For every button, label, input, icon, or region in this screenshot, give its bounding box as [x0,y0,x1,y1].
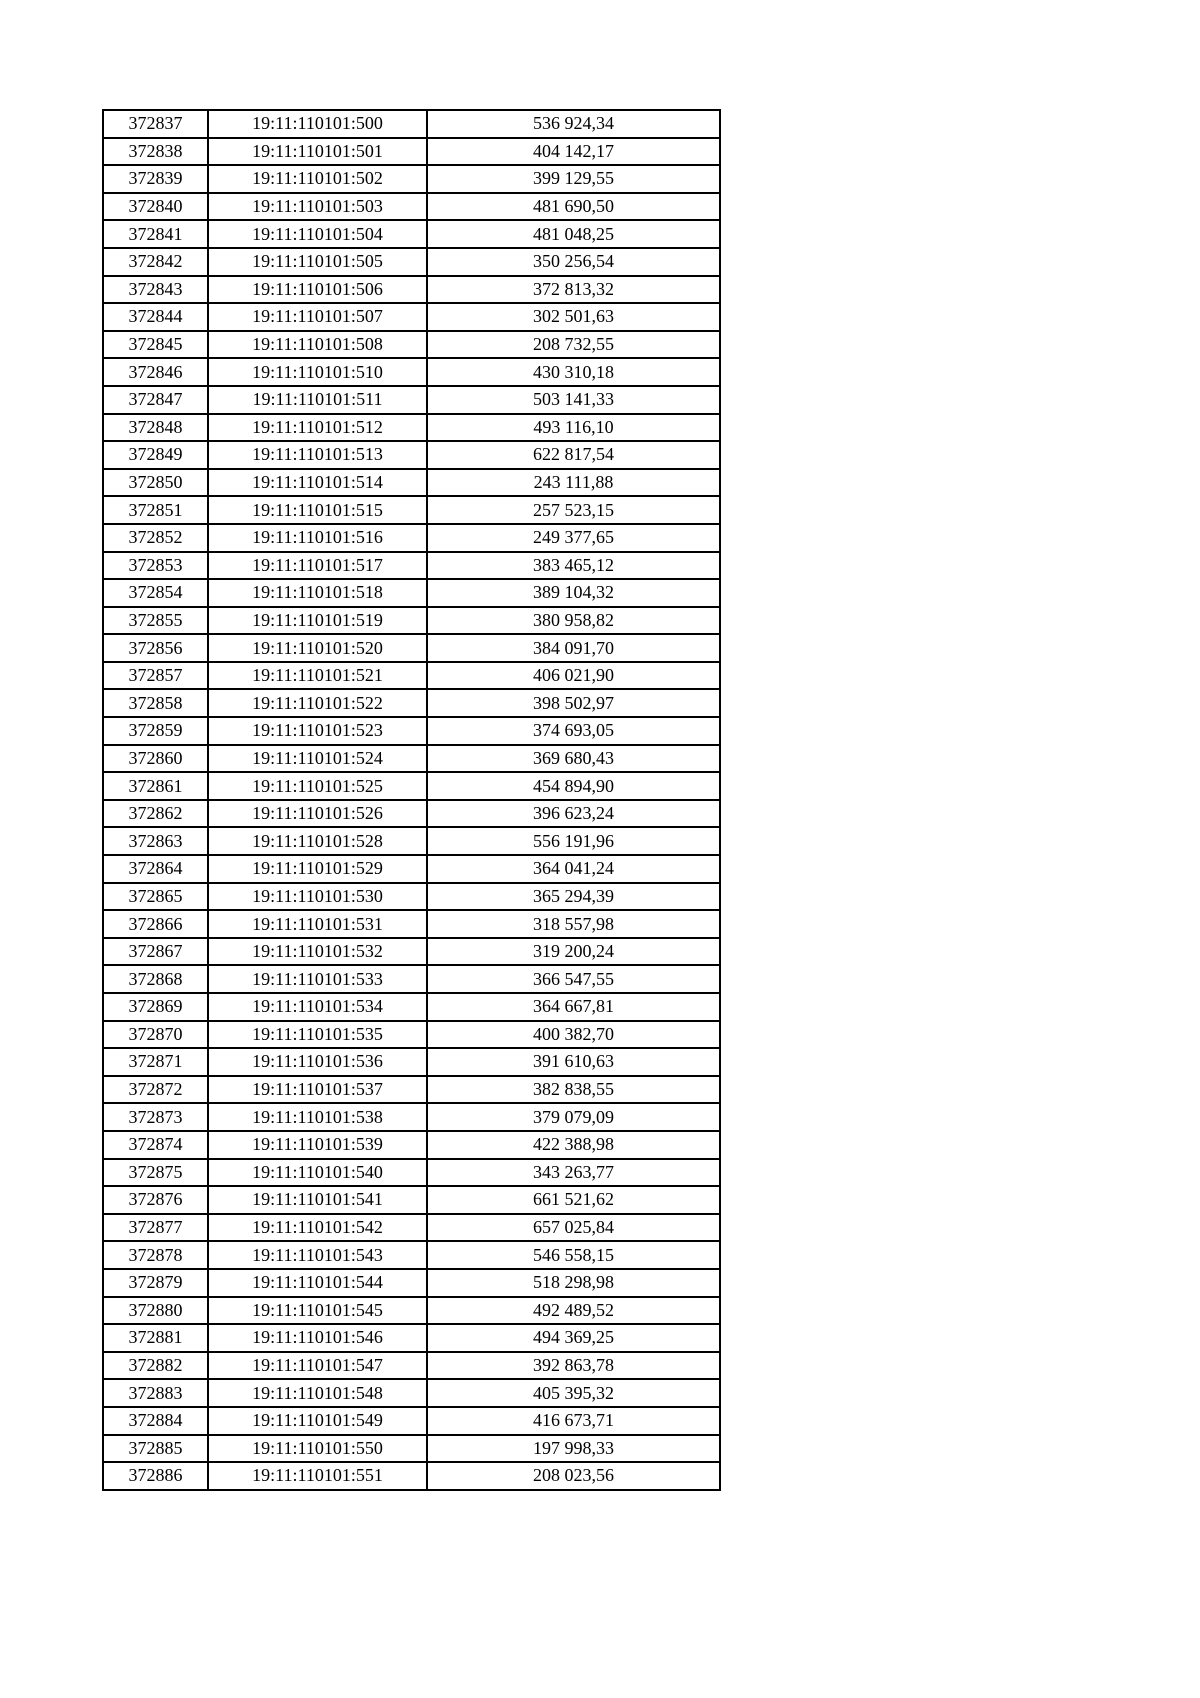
table-row [103,1269,720,1297]
row-number-cell: 372841 [103,220,208,248]
table-row [103,193,720,221]
table-row [103,165,720,193]
table-row [103,689,720,717]
table-row [103,1379,720,1407]
cadastral-number-cell: 19:11:110101:506 [208,276,427,304]
cadastral-number-cell: 19:11:110101:508 [208,331,427,359]
cadastral-number-cell: 19:11:110101:514 [208,469,427,497]
table-row [103,358,720,386]
cadastral-number-cell: 19:11:110101:545 [208,1297,427,1325]
cadastral-number-cell: 19:11:110101:548 [208,1379,427,1407]
value-cell: 318 557,98 [427,910,720,938]
row-number-cell: 372878 [103,1241,208,1269]
table-row [103,910,720,938]
value-cell: 364 041,24 [427,855,720,883]
table-row [103,800,720,828]
cadastral-number-cell: 19:11:110101:541 [208,1186,427,1214]
table-row [103,1076,720,1104]
row-number-cell: 372844 [103,303,208,331]
cadastral-number-cell: 19:11:110101:512 [208,414,427,442]
value-cell: 622 817,54 [427,441,720,469]
cadastral-number-cell: 19:11:110101:551 [208,1462,427,1490]
cadastral-number-cell: 19:11:110101:526 [208,800,427,828]
value-cell: 197 998,33 [427,1435,720,1463]
cadastral-number-cell: 19:11:110101:536 [208,1048,427,1076]
row-number-cell: 372885 [103,1435,208,1463]
row-number-cell: 372886 [103,1462,208,1490]
value-cell: 302 501,63 [427,303,720,331]
cadastral-number-cell: 19:11:110101:533 [208,965,427,993]
table-row [103,993,720,1021]
row-number-cell: 372865 [103,883,208,911]
row-number-cell: 372849 [103,441,208,469]
row-number-cell: 372884 [103,1407,208,1435]
value-cell: 481 690,50 [427,193,720,221]
row-number-cell: 372868 [103,965,208,993]
row-number-cell: 372845 [103,331,208,359]
row-number-cell: 372853 [103,552,208,580]
row-number-cell: 372847 [103,386,208,414]
row-number-cell: 372863 [103,827,208,855]
row-number-cell: 372867 [103,938,208,966]
table-row [103,1048,720,1076]
value-cell: 399 129,55 [427,165,720,193]
value-cell: 546 558,15 [427,1241,720,1269]
row-number-cell: 372855 [103,607,208,635]
row-number-cell: 372872 [103,1076,208,1104]
row-number-cell: 372842 [103,248,208,276]
row-number-cell: 372860 [103,745,208,773]
table-row [103,1103,720,1131]
value-cell: 398 502,97 [427,689,720,717]
cadastral-number-cell: 19:11:110101:523 [208,717,427,745]
value-cell: 243 111,88 [427,469,720,497]
value-cell: 257 523,15 [427,496,720,524]
table-body [103,110,720,1490]
row-number-cell: 372870 [103,1021,208,1049]
table-row [103,1407,720,1435]
value-cell: 379 079,09 [427,1103,720,1131]
table-row [103,607,720,635]
table-row [103,662,720,690]
value-cell: 518 298,98 [427,1269,720,1297]
value-cell: 384 091,70 [427,634,720,662]
value-cell: 208 023,56 [427,1462,720,1490]
row-number-cell: 372882 [103,1352,208,1380]
table-row [103,938,720,966]
table-row [103,827,720,855]
cadastral-number-cell: 19:11:110101:516 [208,524,427,552]
value-cell: 372 813,32 [427,276,720,304]
value-cell: 494 369,25 [427,1324,720,1352]
cadastral-number-cell: 19:11:110101:546 [208,1324,427,1352]
table-row [103,717,720,745]
row-number-cell: 372879 [103,1269,208,1297]
value-cell: 364 667,81 [427,993,720,1021]
value-cell: 556 191,96 [427,827,720,855]
value-cell: 369 680,43 [427,745,720,773]
row-number-cell: 372873 [103,1103,208,1131]
table-row [103,1159,720,1187]
cadastral-number-cell: 19:11:110101:503 [208,193,427,221]
table-row [103,276,720,304]
cadastral-number-cell: 19:11:110101:500 [208,110,427,138]
cadastral-number-cell: 19:11:110101:540 [208,1159,427,1187]
value-cell: 493 116,10 [427,414,720,442]
value-cell: 492 489,52 [427,1297,720,1325]
value-cell: 380 958,82 [427,607,720,635]
row-number-cell: 372876 [103,1186,208,1214]
value-cell: 343 263,77 [427,1159,720,1187]
cadastral-number-cell: 19:11:110101:502 [208,165,427,193]
table-row [103,1462,720,1490]
cadastral-number-cell: 19:11:110101:501 [208,138,427,166]
row-number-cell: 372857 [103,662,208,690]
cadastral-number-cell: 19:11:110101:542 [208,1214,427,1242]
cadastral-number-cell: 19:11:110101:534 [208,993,427,1021]
cadastral-number-cell: 19:11:110101:510 [208,358,427,386]
row-number-cell: 372877 [103,1214,208,1242]
cadastral-number-cell: 19:11:110101:544 [208,1269,427,1297]
cadastral-number-cell: 19:11:110101:517 [208,552,427,580]
cadastral-number-cell: 19:11:110101:529 [208,855,427,883]
row-number-cell: 372837 [103,110,208,138]
value-cell: 392 863,78 [427,1352,720,1380]
value-cell: 400 382,70 [427,1021,720,1049]
cadastral-number-cell: 19:11:110101:513 [208,441,427,469]
table-row [103,469,720,497]
table-row [103,1324,720,1352]
row-number-cell: 372851 [103,496,208,524]
cadastral-number-cell: 19:11:110101:504 [208,220,427,248]
cadastral-number-cell: 19:11:110101:519 [208,607,427,635]
value-cell: 374 693,05 [427,717,720,745]
table-row [103,883,720,911]
row-number-cell: 372883 [103,1379,208,1407]
data-table [102,109,721,1491]
table-row [103,1214,720,1242]
row-number-cell: 372854 [103,579,208,607]
row-number-cell: 372880 [103,1297,208,1325]
cadastral-number-cell: 19:11:110101:528 [208,827,427,855]
row-number-cell: 372858 [103,689,208,717]
cadastral-number-cell: 19:11:110101:537 [208,1076,427,1104]
table-row [103,965,720,993]
row-number-cell: 372864 [103,855,208,883]
table-row [103,1021,720,1049]
value-cell: 481 048,25 [427,220,720,248]
row-number-cell: 372846 [103,358,208,386]
value-cell: 383 465,12 [427,552,720,580]
cadastral-number-cell: 19:11:110101:511 [208,386,427,414]
value-cell: 208 732,55 [427,331,720,359]
value-cell: 405 395,32 [427,1379,720,1407]
row-number-cell: 372861 [103,772,208,800]
cadastral-number-cell: 19:11:110101:547 [208,1352,427,1380]
cadastral-number-cell: 19:11:110101:520 [208,634,427,662]
cadastral-number-cell: 19:11:110101:518 [208,579,427,607]
value-cell: 404 142,17 [427,138,720,166]
value-cell: 416 673,71 [427,1407,720,1435]
cadastral-number-cell: 19:11:110101:505 [208,248,427,276]
row-number-cell: 372874 [103,1131,208,1159]
row-number-cell: 372852 [103,524,208,552]
cadastral-number-cell: 19:11:110101:535 [208,1021,427,1049]
value-cell: 249 377,65 [427,524,720,552]
table-row [103,110,720,138]
value-cell: 406 021,90 [427,662,720,690]
table-row [103,1297,720,1325]
table-row [103,1186,720,1214]
table-row [103,1131,720,1159]
table-row [103,496,720,524]
value-cell: 661 521,62 [427,1186,720,1214]
row-number-cell: 372840 [103,193,208,221]
table-row [103,248,720,276]
cadastral-number-cell: 19:11:110101:549 [208,1407,427,1435]
table-row [103,138,720,166]
value-cell: 503 141,33 [427,386,720,414]
table-row [103,855,720,883]
value-cell: 396 623,24 [427,800,720,828]
table-row [103,552,720,580]
row-number-cell: 372839 [103,165,208,193]
cadastral-number-cell: 19:11:110101:524 [208,745,427,773]
value-cell: 366 547,55 [427,965,720,993]
row-number-cell: 372875 [103,1159,208,1187]
table-row [103,634,720,662]
cadastral-number-cell: 19:11:110101:539 [208,1131,427,1159]
table-row [103,331,720,359]
cadastral-number-cell: 19:11:110101:525 [208,772,427,800]
row-number-cell: 372859 [103,717,208,745]
cadastral-number-cell: 19:11:110101:522 [208,689,427,717]
table-row [103,745,720,773]
value-cell: 422 388,98 [427,1131,720,1159]
row-number-cell: 372869 [103,993,208,1021]
cadastral-number-cell: 19:11:110101:515 [208,496,427,524]
cadastral-number-cell: 19:11:110101:538 [208,1103,427,1131]
row-number-cell: 372862 [103,800,208,828]
cadastral-number-cell: 19:11:110101:521 [208,662,427,690]
value-cell: 382 838,55 [427,1076,720,1104]
table-row [103,1352,720,1380]
row-number-cell: 372848 [103,414,208,442]
table-row [103,414,720,442]
table-row [103,386,720,414]
cadastral-number-cell: 19:11:110101:550 [208,1435,427,1463]
value-cell: 430 310,18 [427,358,720,386]
table-row [103,772,720,800]
cadastral-number-cell: 19:11:110101:530 [208,883,427,911]
table-row [103,1435,720,1463]
cadastral-number-cell: 19:11:110101:532 [208,938,427,966]
row-number-cell: 372856 [103,634,208,662]
row-number-cell: 372866 [103,910,208,938]
value-cell: 389 104,32 [427,579,720,607]
row-number-cell: 372871 [103,1048,208,1076]
table-row [103,1241,720,1269]
value-cell: 536 924,34 [427,110,720,138]
row-number-cell: 372843 [103,276,208,304]
cadastral-number-cell: 19:11:110101:543 [208,1241,427,1269]
value-cell: 657 025,84 [427,1214,720,1242]
value-cell: 350 256,54 [427,248,720,276]
value-cell: 365 294,39 [427,883,720,911]
value-cell: 391 610,63 [427,1048,720,1076]
table-row [103,220,720,248]
row-number-cell: 372838 [103,138,208,166]
cadastral-number-cell: 19:11:110101:507 [208,303,427,331]
row-number-cell: 372850 [103,469,208,497]
value-cell: 454 894,90 [427,772,720,800]
table-row [103,441,720,469]
table-row [103,524,720,552]
table-row [103,303,720,331]
value-cell: 319 200,24 [427,938,720,966]
cadastral-number-cell: 19:11:110101:531 [208,910,427,938]
table-row [103,579,720,607]
row-number-cell: 372881 [103,1324,208,1352]
